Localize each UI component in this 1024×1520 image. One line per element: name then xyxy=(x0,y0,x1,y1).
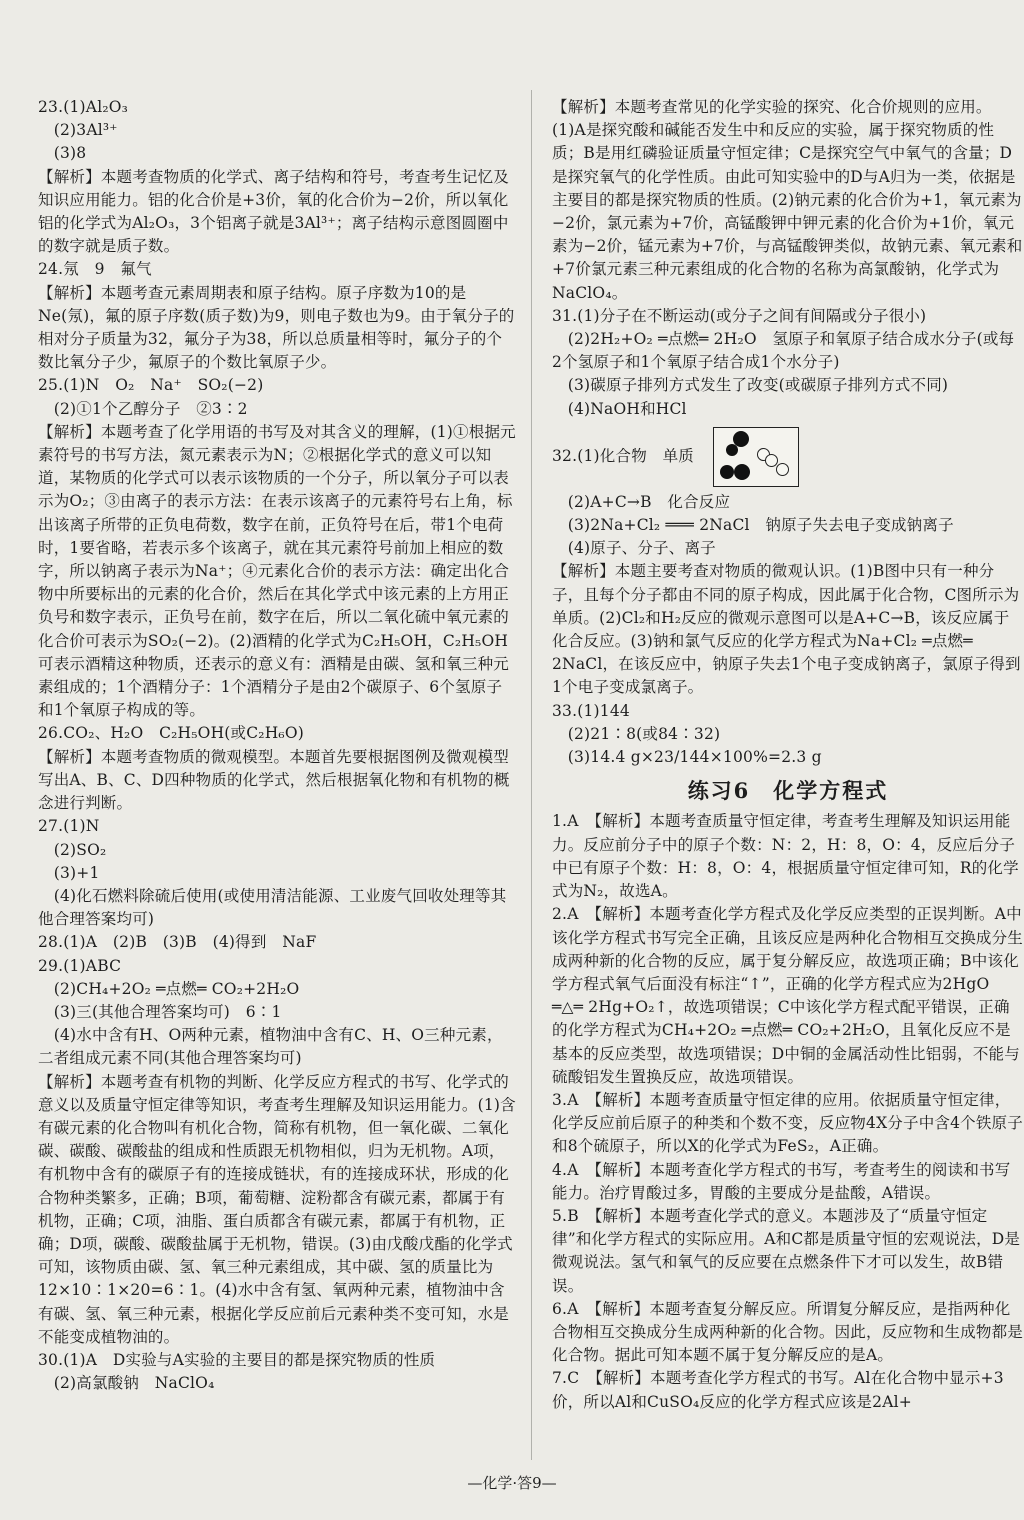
text-line: 【解析】本题考查有机物的判断、化学反应方程式的书写、化学式的意义以及质量守恒定律等知识，考查考生理解及知识运用能力。(1)含有碳元素的化合物叫有机化合物，简称有机物，但一氧化碳、二氧化碳、碳酸、碳酸盐的组成和性质跟无机物相似，归为无机物。A项，有机物中含有的碳原子有的连接成链状，有的连接成环状，形成的化合物种类繁多，正确；B项，葡萄糖、淀粉都含有碳元素，都属于有机物，正确；C项，油脂、蛋白质都含有碳元素，都属于有机物，正确；D项，碳酸、碳酸盐属于无机物，错误。(3)由戊酸戊酯的化学式可知，该物质由碳、氢、氧三种元素组成，其中碳、氢的质量比为12×10∶1×20=6∶1。(4)水中含有氢、氧两种元素，植物油中含有碳、氢、氧三种元素，根据化学反应前后元素种类不变可知，水是不能变成植物油的。 xyxy=(38,1072,516,1346)
text-line: (3)碳原子排列方式发生了改变(或碳原子排列方式不同) xyxy=(552,376,949,395)
text-line: 7.C 【解析】本题考查化学方程式的书写。Al在化合物中显示+3价，所以Al和CuSO₄反应的化学方程式应该是2Al+ xyxy=(552,1369,1004,1411)
particle-diagram xyxy=(713,427,799,487)
question-32-label: 32.(1)化合物 单质 xyxy=(552,446,695,465)
text-line: 6.A 【解析】本题考查复分解反应。所谓复分解反应，是指两种化合物相互交换成分生成两种新的化合物。因此，反应物和生成物都是化合物。据此可知本题不属于复分解反应的是A。 xyxy=(552,1299,1024,1365)
text-line: 4.A 【解析】本题考查化学方程式的书写，考查考生的阅读和书写能力。治疗胃酸过多，胃酸的主要成分是盐酸，A错误。 xyxy=(552,1160,1011,1202)
text-line: (2)A+C→B 化合反应 xyxy=(552,492,731,511)
text-line: (3)+1 xyxy=(38,863,100,882)
text-line: 【解析】本题主要考查对物质的微观认识。(1)B图中只有一种分子，且每个分子都由不同的原子构成，因此属于化合物，C图所示为单质。(2)Cl₂和H₂反应的微观示意图可以是A+C→B，该反应属于化合反应。(3)钠和氯气反应的化学方程式为Na+Cl₂ ═点燃═ 2NaCl，在该反应中，钠原子失去1个电子变成钠离子，氯原子得到1个电子变成氯离子。 xyxy=(552,562,1021,697)
text-line: (2)21∶8(或84∶32) xyxy=(552,724,721,743)
text-line: (3)三(其他合理答案均可) 6∶1 xyxy=(38,1002,282,1021)
text-line: 【解析】本题考查物质的微观模型。本题首先要根据图例及微观模型写出A、B、C、D四种物质的化学式，然后根据氧化物和有机物的概念进行判断。 xyxy=(38,747,510,813)
text-line: 30.(1)A D实验与A实验的主要目的都是探究物质的性质 xyxy=(38,1350,436,1369)
text-line: 【解析】本题考查物质的化学式、离子结构和符号，考查考生记忆及知识应用能力。铝的化合价是+3价，氧的化合价为−2价，所以氧化铝的化学式为Al₂O₃，3个铝离子就是3Al³⁺；离子结构示意图圆圈中的数字就是质子数。 xyxy=(38,167,510,256)
page-footer: —化学·答9— xyxy=(467,1474,557,1492)
column-divider xyxy=(531,90,532,1460)
text-line: (2)CH₄+2O₂ ═点燃═ CO₂+2H₂O xyxy=(38,979,300,998)
text-line: (4)化石燃料除硫后使用(或使用清洁能源、工业废气回收处理等其他合理答案均可) xyxy=(38,886,507,929)
text-line: 23.(1)Al₂O₃ xyxy=(38,98,129,116)
right-block-a xyxy=(552,96,1024,421)
text-line: (2)高氯酸钠 NaClO₄ xyxy=(38,1374,215,1393)
section-title: 练习6 化学方程式 xyxy=(687,778,889,804)
question-32-row xyxy=(552,427,1024,487)
text-line: (3)14.4 g×23/144×100%=2.3 g xyxy=(552,748,822,767)
text-line: 25.(1)N O₂ Na⁺ SO₂(−2) xyxy=(38,376,264,395)
black-atom xyxy=(720,465,734,479)
text-line: 26.CO₂、H₂O C₂H₅OH(或C₂H₆O) xyxy=(38,724,305,743)
text-line: 31.(1)分子在不断运动(或分子之间有间隔或分子很小) xyxy=(552,306,927,325)
text-line: (3)2Na+Cl₂ ═══ 2NaCl 钠原子失去电子变成钠离子 xyxy=(552,516,954,535)
text-line: 2.A 【解析】本题考查化学方程式及化学反应类型的正误判断。A中该化学方程式书写完全正确，且该反应是两种化合物相互交换成分生成两种新的化合物的反应，属于复分解反应，故选项正确；B中该化学方程式氧气后面没有标注“↑”，正确的化学方程式应为2HgO ═△═ 2Hg+O₂↑，故选项错误；C中该化学方程式配平错误，正确的化学方程式为CH₄+2O₂ ═点燃═ CO₂+2H₂O，且氧化反应不是基本的反应类型，故选项错误；D中铜的金属活动性比铝弱，不能与硫酸铝发生置换反应，故选项错误。 xyxy=(552,905,1024,1086)
black-atom xyxy=(726,444,738,456)
text-line: (2)2H₂+O₂ ═点燃═ 2H₂O 氢原子和氧原子结合成水分子(或每2个氢原子和1个氧原子结合成1个水分子) xyxy=(552,330,1015,372)
right-block-b xyxy=(552,491,1024,769)
text-line: 3.A 【解析】本题考查质量守恒定律的应用。依据质量守恒定律，化学反应前后原子的种类和个数不变，反应物4X分子中含4个铁原子和8个硫原子，所以X的化学式为FeS₂，A正确。 xyxy=(552,1090,1023,1156)
text-line: 24.氖 9 氟气 xyxy=(38,260,152,279)
text-line: 【解析】本题考查常见的化学实验的探究、化合价规则的应用。(1)A是探究酸和碱能否发生中和反应的实验，属于探究物质的性质；B是用红磷验证质量守恒定律；C是探究空气中氧气的含量；D是探究氧气的化学性质。由此可知实验中的D与A归为一类，依据是主要目的都是探究物质的性质。(2)钠元素的化合价为+1，氧元素为−2价，氯元素为+7价，高锰酸钾中钾元素的化合价为+1价，氧元素为−2价，锰元素为+7价，与高锰酸钾类似，故钠元素、氧元素和+7价氯元素三种元素组成的化合物的名称为高氯酸钠，化学式为NaClO₄。 xyxy=(552,98,1023,302)
text-line: 29.(1)ABC xyxy=(38,956,122,975)
text-line: (4)水中含有H、O两种元素，植物油中含有C、H、O三种元素，二者组成元素不同(其他合理答案均可) xyxy=(38,1026,503,1068)
text-line: (3)8 xyxy=(38,144,87,163)
text-line: 【解析】本题考查元素周期表和原子结构。原子序数为10的是Ne(氖)，氟的原子序数(质子数)为9，则电子数也为9。由于氧分子的相对分子质量为32，氟分子为38，所以总质量相等时，氟分子的个数比氧分子少，氟原子的个数比氧原子少。 xyxy=(38,283,515,372)
text-line: (4)原子、分子、离子 xyxy=(552,539,716,558)
text-line: 【解析】本题考查了化学用语的书写及对其含义的理解，(1)①根据元素符号的书写方法，氮元素表示为N；②根据化学式的意义可以知道，某物质的化学式可以表示该物质的一个分子，所以氧分子可以表示为O₂；③由离子的表示方法：在表示该离子的元素符号右上角，标出该离子所带的正负电荷数，数字在前，正负符号在后，带1个电荷时，1要省略，若表示多个该离子，就在其元素符号前加上相应的数字，所以钠离子表示为Na⁺；④元素化合价的表示方法：确定出化合物中所要标出的元素的化合价，然后在其化学式中该元素的上方用正负号和数字表示，正负号在前，数字在后，所以二氧化硫中氧元素的化合价可表示为SO₂(−2)。(2)酒精的化学式为C₂H₅OH，C₂H₅OH可表示酒精这种物质，还表示的意义有：酒精是由碳、氢和氧三种元素组成的；1个酒精分子：1个酒精分子是由2个碳原子、6个氢原子和1个氧原子构成的等。 xyxy=(38,422,516,720)
text-line: 5.B 【解析】本题考查化学式的意义。本题涉及了“质量守恒定律”和化学方程式的实际应用。A和C都是质量守恒的宏观说法，D是微观说法。氢气和氧气的反应要在点燃条件下才可以发生，故B错误。 xyxy=(552,1206,1021,1295)
text-line: 28.(1)A (2)B (3)B (4)得到 NaF xyxy=(38,933,317,952)
left-column xyxy=(38,96,516,1395)
text-line: 27.(1)N xyxy=(38,817,100,836)
text-line: (2)3Al³⁺ xyxy=(38,121,118,140)
text-line: 33.(1)144 xyxy=(552,701,630,720)
text-line: (4)NaOH和HCl xyxy=(552,399,687,418)
black-atom xyxy=(734,464,750,480)
right-block-c xyxy=(552,810,1024,1413)
text-line: (2)①1个乙醇分子 ②3∶2 xyxy=(38,399,248,418)
white-atom xyxy=(776,463,789,476)
text-line: (2)SO₂ xyxy=(38,840,107,859)
text-line: 1.A 【解析】本题考查质量守恒定律，考查考生理解及知识运用能力。反应前分子中的原子个数：N：2，H：8，O：4，反应后分子中已有原子个数：H：8，O：4，根据质量守恒定律可知，R的化学式为N₂，故选A。 xyxy=(552,812,1019,901)
right-column xyxy=(552,96,1024,1414)
